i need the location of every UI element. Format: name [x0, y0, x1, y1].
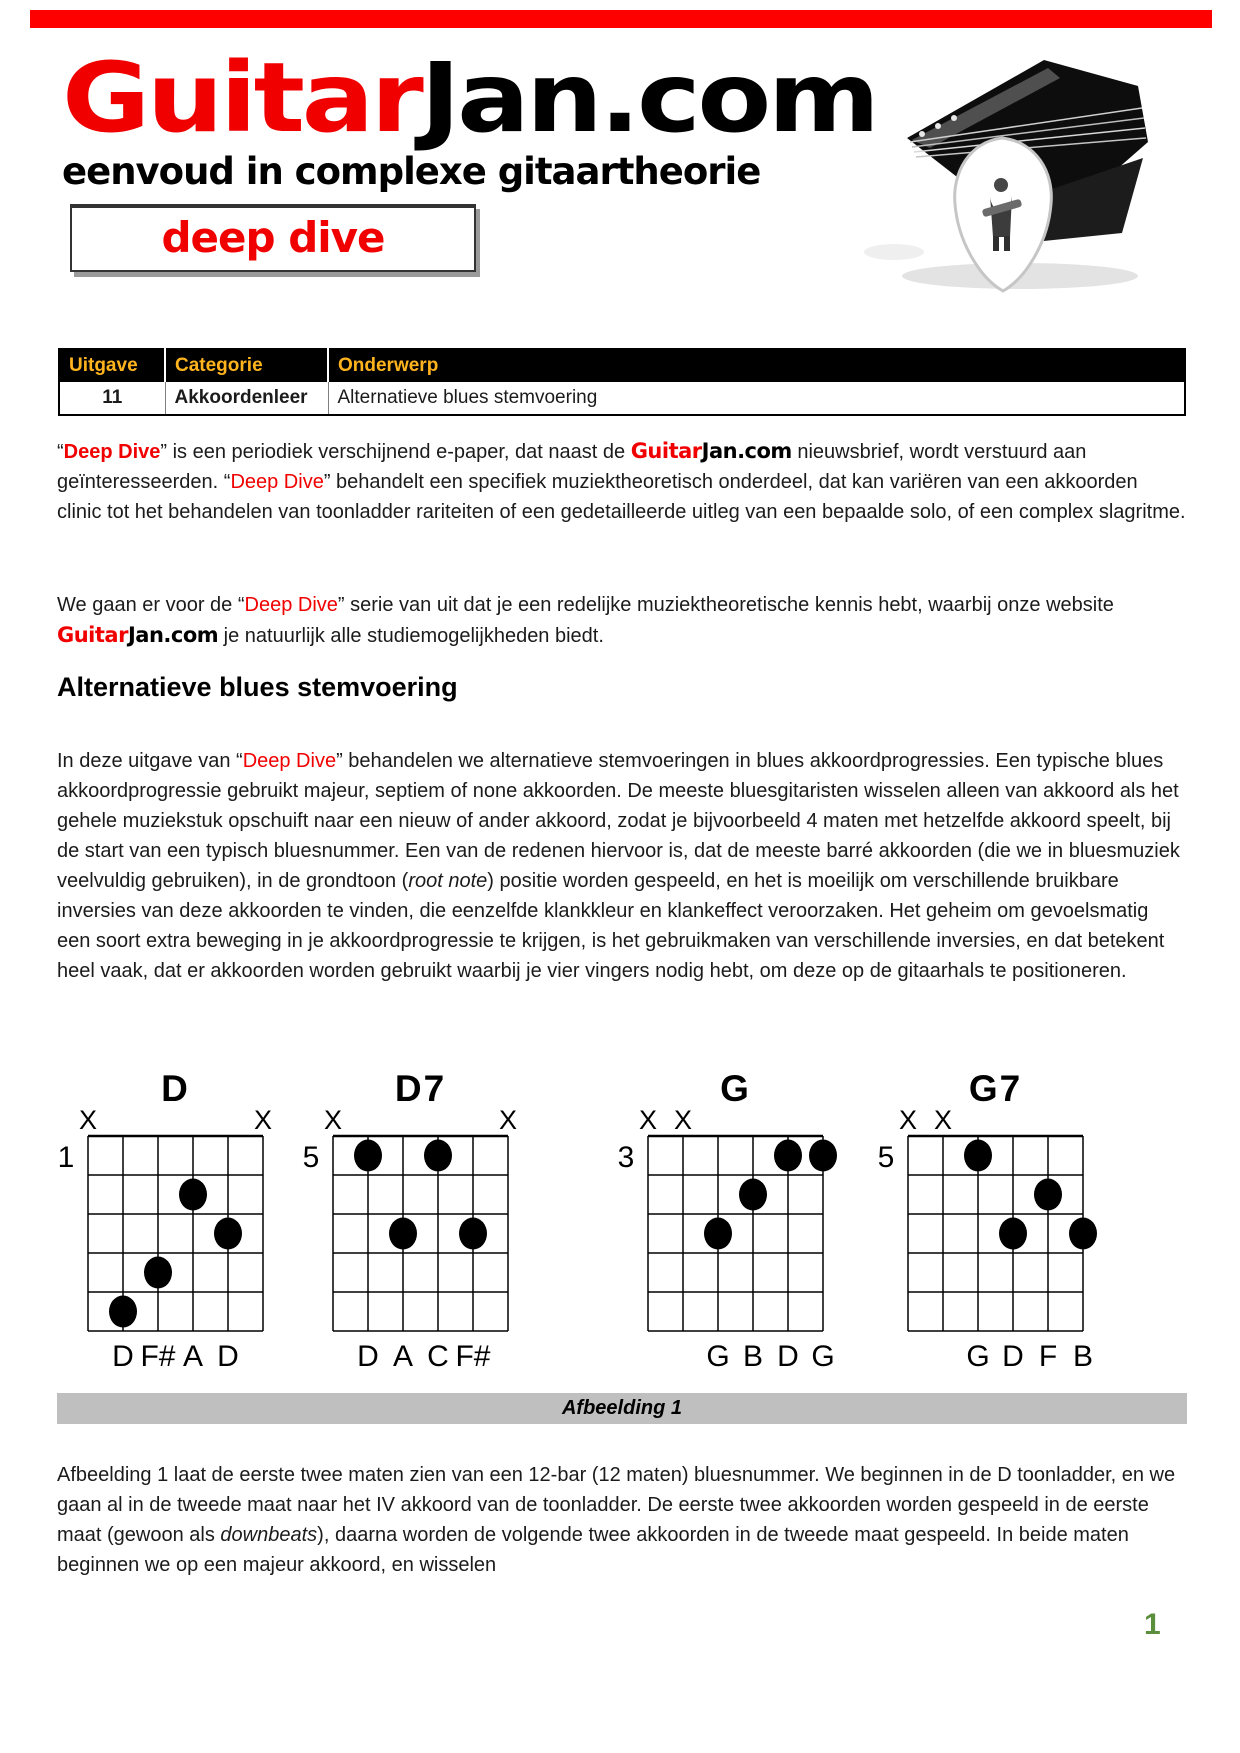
note-name: A — [182, 1340, 204, 1373]
finger-dot — [214, 1218, 242, 1250]
chord-diagram-svg — [293, 1070, 538, 1378]
deep-dive-banner — [70, 204, 476, 272]
fret-position-label: 3 — [617, 1141, 635, 1174]
body-paragraph: In deze uitgave van “Deep Dive” behandelen we alternatieve stemvoeringen in blues akkoordprogressies. Een typische blues akkoordprogressie gebruikt majeur, septiem of none akkoorden. De meeste bluesgitaristen wisselen alleen van akkoord als het gehele muziekstuk opschuift naar een nieuw of ander akkoord, zodat je bijvoorbeeld 4 maten met hetzelfde akkoord speelt, bij de start van een typisch bluesnummer. Een van de redenen hiervoor is, dat de meeste barré akkoorden (die we in bluesmuziek veelvuldig gebruiken), in de grondtoon (root note) positie worden gespeeld, en het is moeilijk om verschillende bruikbare inversies van deze akkoorden te vinden, die eenzelfde klankkleur en klankeffect veroorzaken. Het geheim om gevoelsmatig een soort extra beweging in je akkoordprogressie te krijgen, is het gebruikmaken van verschillende inversies, en dat betekent heel vaak, dat er akkoorden worden gebruikt waarbij je vier vingers nodig hebt, om deze op de gitaarhals te positioneren. — [57, 750, 1180, 982]
guitarjan-inline-logo: GuitarJan.com — [57, 623, 219, 647]
finger-dot — [354, 1140, 382, 1172]
note-name: F# — [140, 1340, 176, 1373]
cell-onderwerp: Alternatieve blues stemvoering — [328, 382, 1185, 415]
muted-string-marker: X — [253, 1105, 273, 1135]
finger-dot — [459, 1218, 487, 1250]
muted-string-marker: X — [673, 1105, 693, 1135]
finger-dot — [179, 1179, 207, 1211]
finger-dot — [144, 1257, 172, 1289]
chord-diagram-g7 — [868, 1070, 1113, 1378]
fret-position-label: 5 — [302, 1141, 320, 1174]
tuning-peg — [919, 131, 925, 137]
chord-name: D7 — [394, 1070, 447, 1109]
intro-paragraph-2: We gaan er voor de “Deep Dive” serie van uit dat je een redelijke muziektheoretische kennis hebt, waarbij onze website GuitarJan.com je natuurlijk alle studiemogelijkheden biedt. — [57, 594, 1114, 647]
finger-dot — [1069, 1218, 1097, 1250]
finger-dot — [109, 1296, 137, 1328]
figure-caption: Afbeelding 1 — [57, 1393, 1187, 1424]
finger-dot — [739, 1179, 767, 1211]
fret-position-label: 5 — [877, 1141, 895, 1174]
note-name: D — [217, 1340, 239, 1373]
deep-dive-banner-label: deep dive — [161, 213, 385, 262]
chord-diagram-svg — [48, 1070, 293, 1378]
note-name: C — [427, 1340, 449, 1373]
finger-dot — [809, 1140, 837, 1172]
note-name: B — [1072, 1340, 1094, 1373]
guitarjan-inline-logo: GuitarJan.com — [630, 439, 792, 463]
chord-diagram-g — [608, 1070, 853, 1378]
chord-diagram-d — [48, 1070, 293, 1378]
chord-diagram-svg — [608, 1070, 853, 1378]
chord-diagram-d7 — [293, 1070, 538, 1378]
site-tagline: eenvoud in complexe gitaartheorie — [62, 150, 761, 193]
shadow-ellipse-small — [864, 244, 924, 260]
muted-string-marker: X — [898, 1105, 918, 1135]
muted-string-marker: X — [323, 1105, 343, 1135]
muted-string-marker: X — [638, 1105, 658, 1135]
issue-info-table — [58, 348, 1186, 416]
muted-string-marker: X — [78, 1105, 98, 1135]
note-name: G — [706, 1340, 730, 1373]
note-name: B — [742, 1340, 764, 1373]
chord-name: D — [161, 1070, 190, 1109]
note-name: F — [1038, 1340, 1058, 1373]
finger-dot — [704, 1218, 732, 1250]
col-header-categorie: Categorie — [165, 349, 328, 382]
finger-dot — [774, 1140, 802, 1172]
finger-dot — [389, 1218, 417, 1250]
red-divider-bar — [30, 10, 1212, 28]
chord-name: G7 — [968, 1070, 1023, 1109]
col-header-onderwerp: Onderwerp — [328, 349, 1185, 382]
table-header-row — [59, 349, 1185, 382]
site-logo-jancom: Jan.com — [420, 42, 877, 154]
finger-dot — [1034, 1179, 1062, 1211]
finger-dot — [964, 1140, 992, 1172]
section-title: Alternatieve blues stemvoering — [57, 672, 458, 702]
note-name: F# — [455, 1340, 491, 1373]
finger-dot — [424, 1140, 452, 1172]
note-name: A — [392, 1340, 414, 1373]
note-name: D — [112, 1340, 134, 1373]
site-logo-guitar: Guitar — [62, 42, 421, 154]
muted-string-marker: X — [933, 1105, 953, 1135]
guitarist-leg — [993, 236, 999, 251]
site-logo — [62, 42, 877, 154]
guitarist-head — [994, 178, 1008, 192]
note-name: G — [966, 1340, 990, 1373]
note-name: G — [811, 1340, 835, 1373]
figure-1 — [0, 1070, 1240, 1385]
finger-dot — [999, 1218, 1027, 1250]
intro-paragraph-1: “Deep Dive” is een periodiek verschijnend e-paper, dat naast de GuitarJan.com nieuwsbrief, wordt verstuurd aan geïnteresseerden. “Deep Dive” behandelt een specifiek muziektheoretisch onderdeel, dat kan variëren van een akkoorden clinic tot het behandelen van toonladder rariteiten of een gedetailleerde uitleg van een bepaalde solo, of een complex slagritme. — [57, 439, 1186, 523]
tuning-peg — [935, 123, 941, 129]
page-number: 1 — [1144, 1608, 1161, 1641]
muted-string-marker: X — [498, 1105, 518, 1135]
guitarist-leg — [1004, 236, 1010, 251]
guitar-illustration — [852, 46, 1154, 298]
cell-uitgave: 11 — [59, 382, 165, 415]
tuning-peg — [951, 115, 957, 121]
guitar-illustration-svg — [852, 46, 1154, 298]
cell-categorie: Akkoordenleer — [165, 382, 328, 415]
table-row — [59, 382, 1185, 415]
chord-diagram-svg — [868, 1070, 1113, 1378]
note-name: D — [1002, 1340, 1024, 1373]
outro-paragraph: Afbeelding 1 laat de eerste twee maten zien van een 12-bar (12 maten) bluesnummer. We beginnen in de D toonladder, en we gaan al in de tweede maat naar het IV akkoord van de toonladder. De eerste twee akkoorden worden gespeeld in de eerste maat (gewoon als downbeats), daarna worden de volgende twee akkoorden in de tweede maat gespeeld. In beide maten beginnen we op een majeur akkoord, en wisselen — [57, 1464, 1176, 1576]
note-name: D — [357, 1340, 379, 1373]
chord-name: G — [720, 1070, 751, 1109]
note-name: D — [777, 1340, 799, 1373]
fret-position-label: 1 — [57, 1141, 75, 1174]
col-header-uitgave: Uitgave — [59, 349, 165, 382]
